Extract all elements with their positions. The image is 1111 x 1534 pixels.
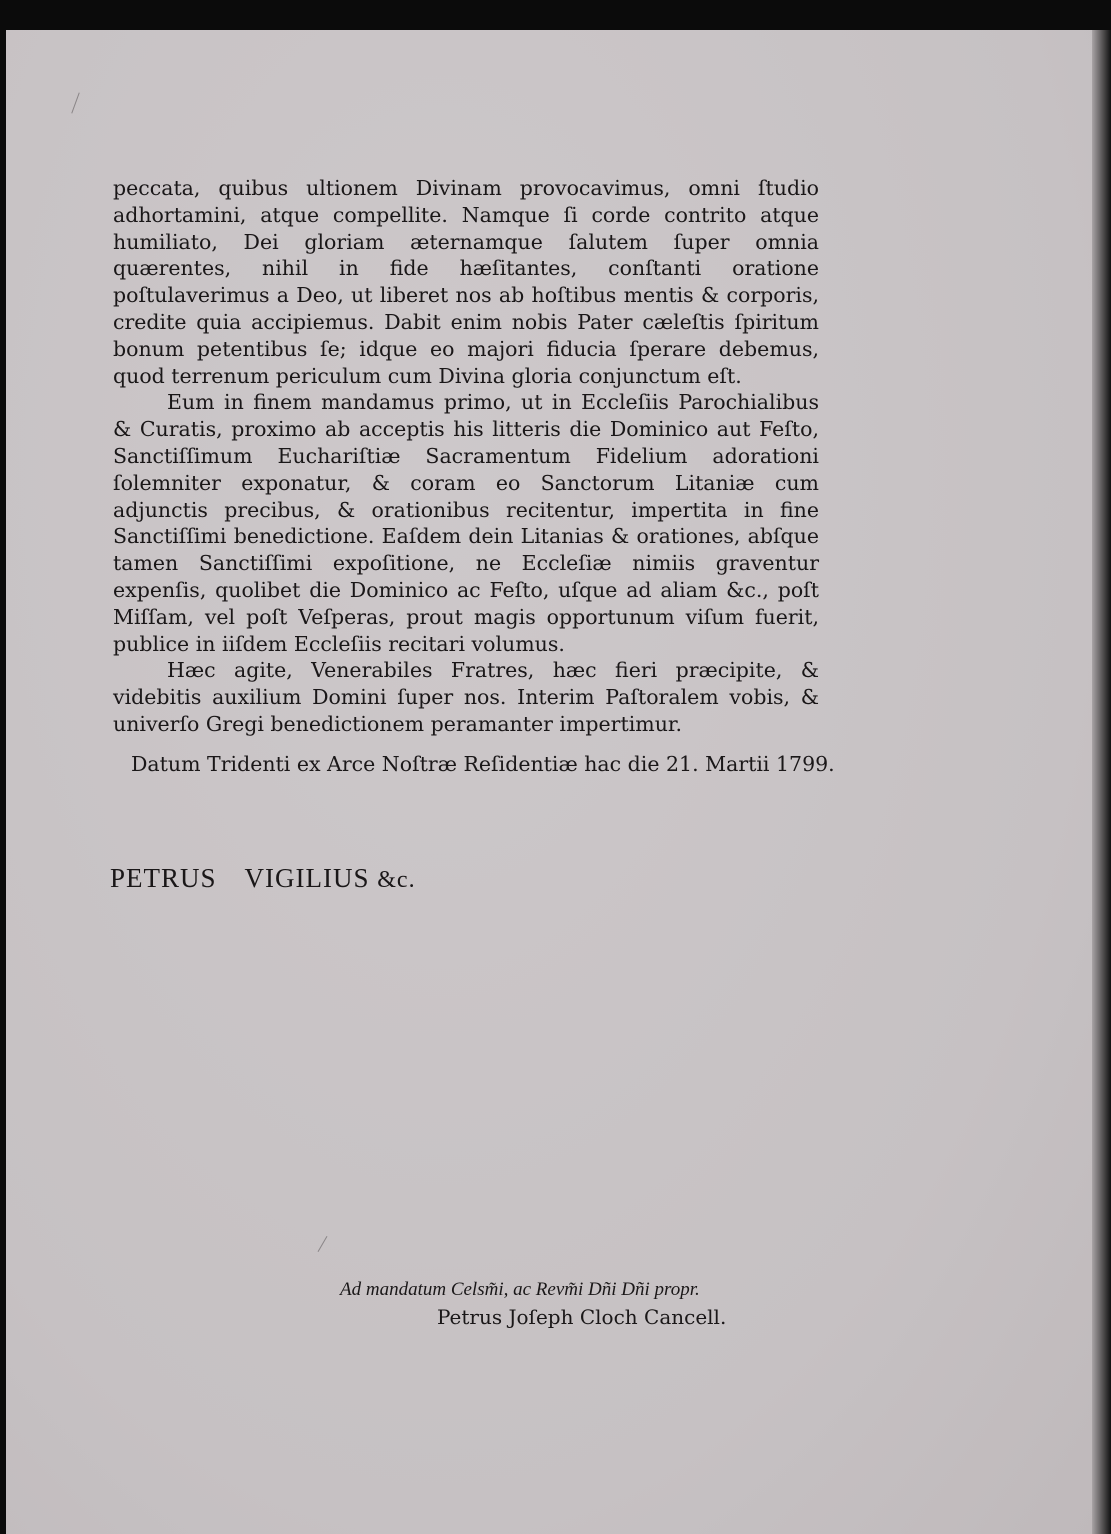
signature <box>110 863 416 894</box>
dating-line: Datum Tridenti ex Arce Noſtræ Reſidentiæ hac die 21. Martii 1799. <box>131 752 835 776</box>
chancellor-name: Petrus Joſeph Cloch Cancell. <box>437 1305 727 1329</box>
signature-etc: &c. <box>377 867 416 893</box>
page-edge-shadow <box>1092 30 1111 1534</box>
paragraph-3: Hæc agite, Venerabiles Fratres, hæc fieri præcipite, & videbitis auxilium Domini ſuper nos. Interim Paſtoralem vobis, & univerſo Gregi benedictionem peramanter impertimur. <box>113 658 819 736</box>
mandate-line: Ad mandatum Celsm̃i, ac Revm̃i Dñi Dñi propr. <box>340 1279 700 1300</box>
body-text <box>113 175 819 738</box>
paragraph-1: peccata, quibus ultionem Divinam provocavimus, omni ſtudio adhortamini, atque compellite. Namque ſi corde contrito atque humiliato, Dei gloriam æternamque ſalutem ſuper omnia quærentes, nihil in fide hæſitantes, conſtanti oratione poſtulaverimus a Deo, ut liberet nos ab hoſtibus mentis & corporis, credite quia accipiemus. Dabit enim nobis Pater cæleſtis ſpiritum bonum petentibus ſe; idque eo majori fiducia ſperare debemus, quod terrenum periculum cum Divina gloria conjunctum eſt. <box>113 176 819 388</box>
signature-first-name: PETRUS <box>110 863 217 893</box>
signature-second-name: VIGILIUS <box>244 863 370 893</box>
paragraph-2: Eum in finem mandamus primo, ut in Eccleſiis Parochialibus & Curatis, proximo ab acceptis his litteris die Dominico aut Feſto, Sanctiſſimum Euchariſtiæ Sacramentum Fidelium adorationi ſolemniter exponatur, & coram eo Sanctorum Litaniæ cum adjunctis precibus, & orationibus recitentur, impertita in fine Sanctiſſimi benedictione. Eaſdem dein Litanias & orationes, abſque tamen Sanctiſſimi expoſitione, ne Eccleſiæ nimiis graventur expenſis, quolibet die Dominico ac Feſto, uſque ad aliam &c., poſt Miſſam, vel poſt Veſperas, prout magis opportunum viſum fuerit, publice in iiſdem Eccleſiis recitari volumus. <box>113 390 819 656</box>
